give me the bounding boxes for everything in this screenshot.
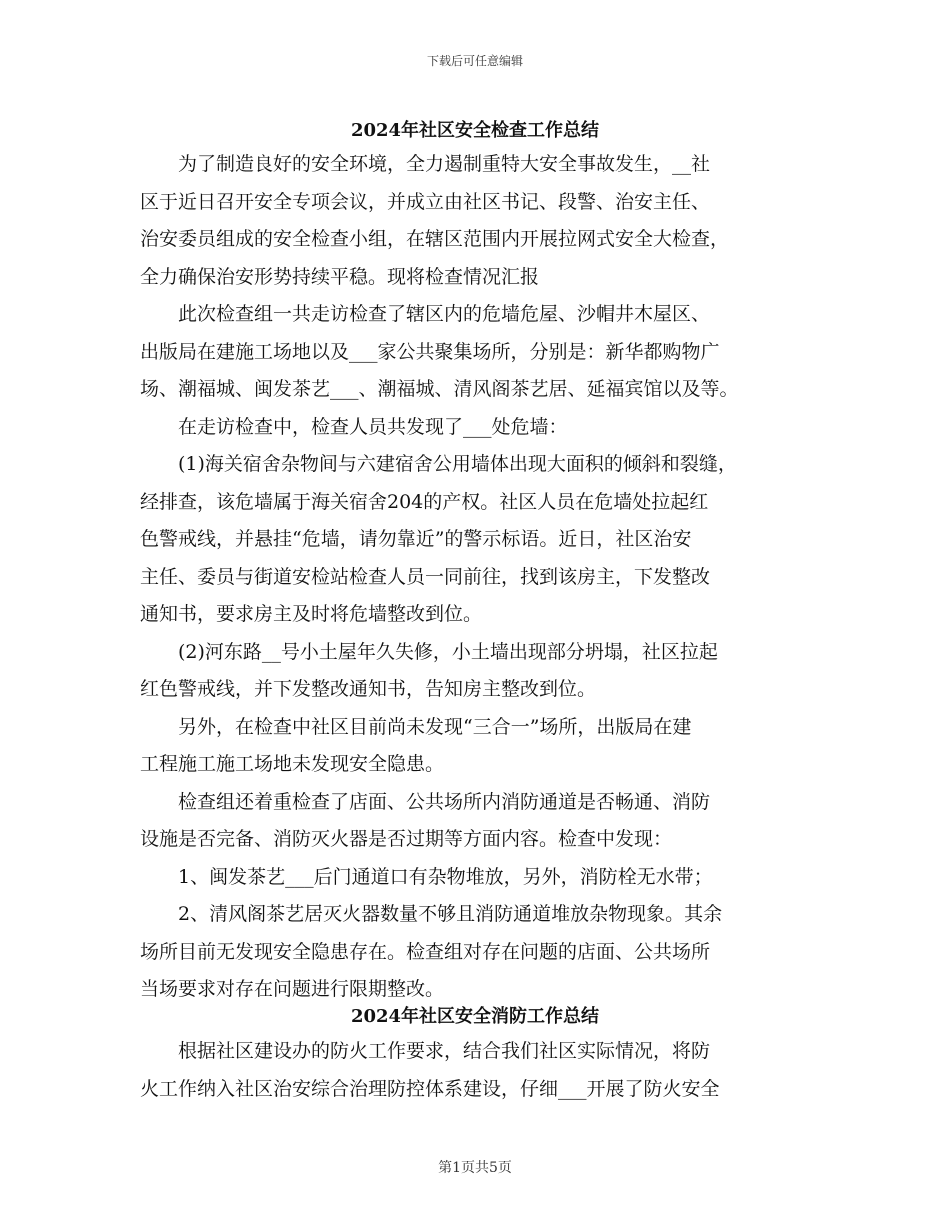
text-line: 红色警戒线，并下发整改通知书，告知房主整改到位。 [140,678,597,700]
text-line: 区于近日召开安全专项会议，并成立由社区书记、段警、治安主任、 [140,190,711,213]
paragraph [140,896,810,1009]
text-line: 此次检查组一共走访检查了辖区内的危墙危屋、沙帽井木屋区、 [178,303,711,325]
paragraph [140,634,810,709]
text-line: 为了制造良好的安全环境，全力遏制重特大安全事故发生，__社 [178,153,711,175]
text-line: 色警戒线，并悬挂“危墙，请勿靠近”的警示标语。近日，社区治安 [140,528,692,550]
text-line: 另外，在检查中社区目前尚未发现“三合一”场所，出版局在建 [178,715,692,738]
text-line: (2)河东路__号小土屋年久失修，小土墙出现部分坍塌，社区拉起 [178,640,718,663]
paragraph [140,409,810,447]
page-footer-number: 第1页共5页 [438,1160,512,1176]
body-text-section-1 [140,146,810,1009]
text-line: 场所目前无发现安全隐患存在。检查组对存在问题的店面、公共场所 [140,940,711,963]
section-title-safety-inspection: 2024年社区安全检查工作总结 [350,120,600,141]
text-line: 设施是否完备、消防灭火器是否过期等方面内容。检查中发现： [140,828,673,850]
text-line: 治安委员组成的安全检查小组，在辖区范围内开展拉网式安全大检查， [140,228,730,250]
body-text-section-2 [140,1033,810,1108]
text-line: 主任、委员与街道安检站检查人员一同前往，找到该房主，下发整改 [140,565,711,588]
text-line: 通知书，要求房主及时将危墙整改到位。 [140,603,483,625]
text-line: 检查组还着重检查了店面、公共场所内消防通道是否畅通、消防 [178,790,711,813]
text-line: 火工作纳入社区治安综合治理防控体系建设，仔细___开展了防火安全 [140,1077,720,1100]
text-line: 1、闽发茶艺___后门通道口有杂物堆放，另外，消防栓无水带； [178,865,713,888]
text-line: 场、潮福城、闽发茶艺___、潮福城、清风阁茶艺居、延福宾馆以及等。 [140,378,739,400]
text-line: 当场要求对存在问题进行限期整改。 [140,978,445,1000]
text-line: 根据社区建设办的防火工作要求，结合我们社区实际情况，将防 [178,1040,711,1062]
text-line: 工程施工施工场地未发现安全隐患。 [140,753,445,775]
text-line: 经排查，该危墙属于海关宿舍204的产权。社区人员在危墙处拉起红 [140,490,709,513]
paragraph [140,446,810,634]
paragraph [140,709,810,784]
paragraph [140,296,810,409]
text-line: 2、清风阁茶艺居灭火器数量不够且消防通道堆放杂物现象。其余 [178,903,723,925]
text-line: (1)海关宿舍杂物间与六建宿舍公用墙体出现大面积的倾斜和裂缝， [178,453,737,475]
page-header-note: 下载后可任意编辑 [426,54,523,68]
paragraph [140,146,810,296]
paragraph [140,859,810,897]
text-line: 全力确保治安形势持续平稳。现将检查情况汇报 [140,265,540,288]
section-title-fire-safety: 2024年社区安全消防工作总结 [350,1006,600,1027]
text-line: 出版局在建施工场地以及___家公共聚集场所，分别是：新华都购物广 [140,340,720,363]
paragraph [140,784,810,859]
paragraph [140,1033,810,1108]
text-line: 在走访检查中，检查人员共发现了___处危墙： [178,415,568,438]
